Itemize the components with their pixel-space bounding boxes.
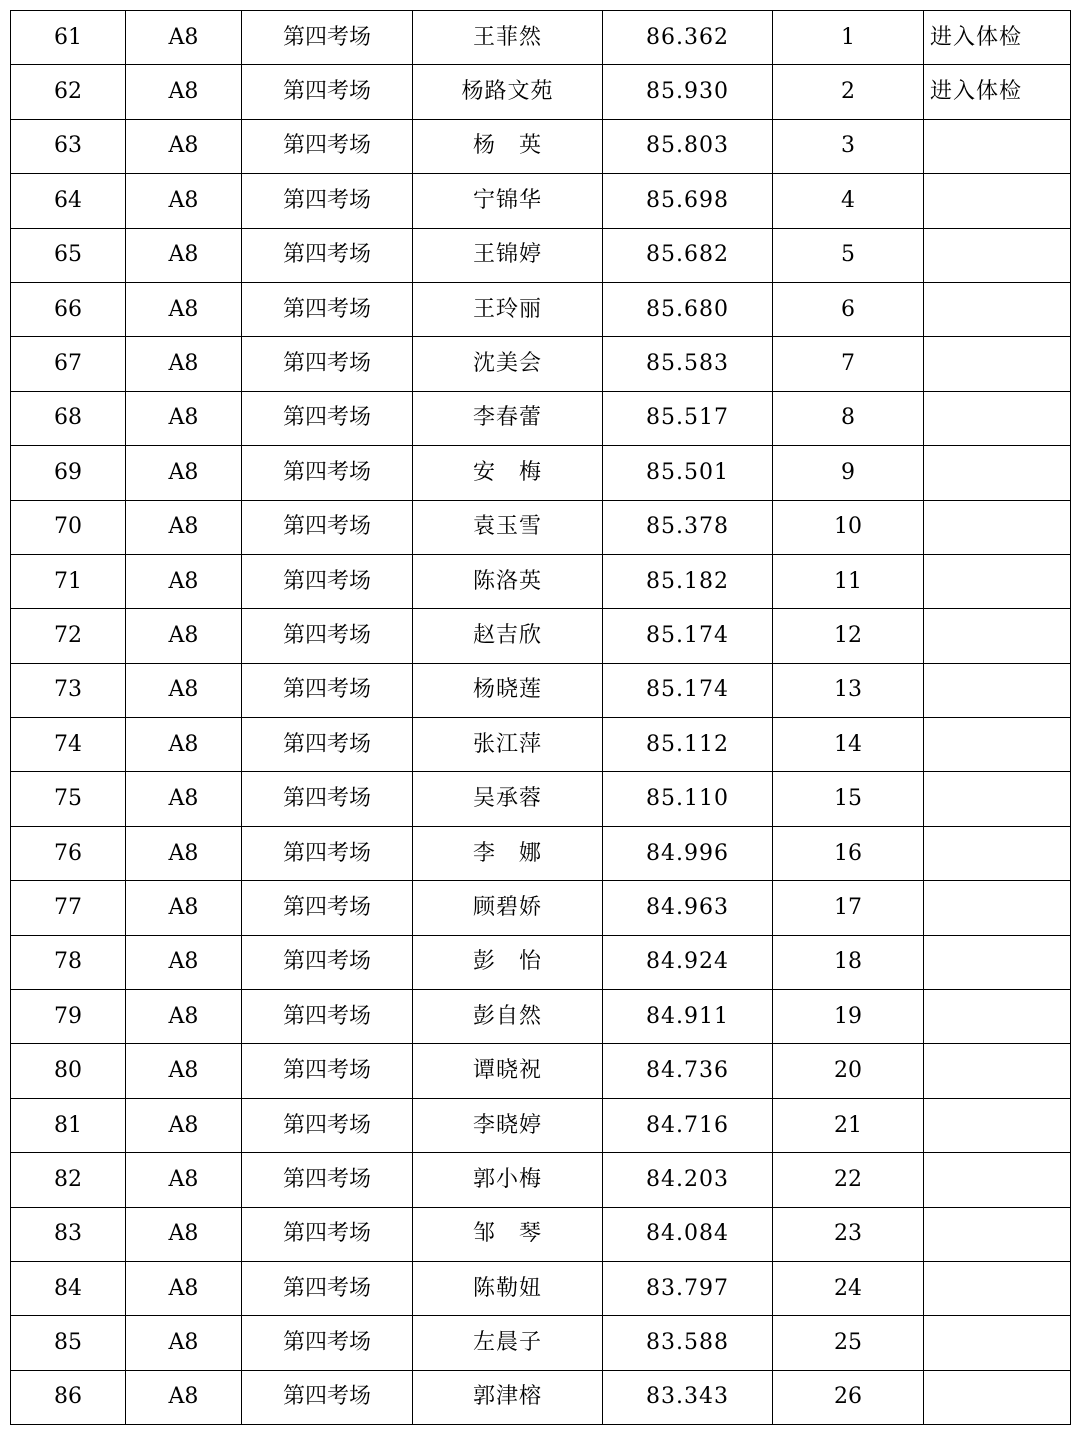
table-row — [11, 228, 1071, 282]
rank-cell: 13 — [773, 663, 924, 717]
rank-cell: 20 — [773, 1044, 924, 1098]
remark-cell — [924, 391, 1071, 445]
sequence-cell: 72 — [11, 609, 126, 663]
rank-cell: 3 — [773, 119, 924, 173]
position-code-cell: A8 — [126, 663, 242, 717]
rank-cell: 19 — [773, 990, 924, 1044]
position-code-cell: A8 — [126, 609, 242, 663]
table-row — [11, 718, 1071, 772]
position-code-cell: A8 — [126, 1316, 242, 1370]
candidate-name-cell: 杨晓莲 — [413, 663, 603, 717]
candidate-name-cell: 彭 怡 — [413, 935, 603, 989]
sequence-cell: 82 — [11, 1153, 126, 1207]
sequence-cell: 85 — [11, 1316, 126, 1370]
candidate-name-cell: 左晨子 — [413, 1316, 603, 1370]
rank-cell: 24 — [773, 1261, 924, 1315]
candidate-name-cell: 赵吉欣 — [413, 609, 603, 663]
sequence-cell: 73 — [11, 663, 126, 717]
table-row — [11, 990, 1071, 1044]
score-cell: 85.174 — [603, 663, 773, 717]
table-row — [11, 337, 1071, 391]
position-code-cell: A8 — [126, 554, 242, 608]
candidate-name-cell: 杨路文苑 — [413, 65, 603, 119]
results-table — [10, 10, 1071, 1425]
table-row — [11, 119, 1071, 173]
exam-room-cell: 第四考场 — [242, 772, 413, 826]
exam-room-cell: 第四考场 — [242, 1098, 413, 1152]
sequence-cell: 65 — [11, 228, 126, 282]
candidate-name-cell: 邹 琴 — [413, 1207, 603, 1261]
score-cell: 85.378 — [603, 500, 773, 554]
score-cell: 84.911 — [603, 990, 773, 1044]
candidate-name-cell: 安 梅 — [413, 446, 603, 500]
remark-cell: 进入体检 — [924, 11, 1071, 65]
remark-cell — [924, 772, 1071, 826]
candidate-name-cell: 陈洛英 — [413, 554, 603, 608]
remark-cell — [924, 1098, 1071, 1152]
score-cell: 84.736 — [603, 1044, 773, 1098]
remark-cell — [924, 337, 1071, 391]
exam-room-cell: 第四考场 — [242, 554, 413, 608]
score-cell: 83.588 — [603, 1316, 773, 1370]
exam-room-cell: 第四考场 — [242, 1261, 413, 1315]
sequence-cell: 84 — [11, 1261, 126, 1315]
sequence-cell: 81 — [11, 1098, 126, 1152]
score-cell: 85.110 — [603, 772, 773, 826]
sequence-cell: 79 — [11, 990, 126, 1044]
score-cell: 85.803 — [603, 119, 773, 173]
position-code-cell: A8 — [126, 1370, 242, 1424]
rank-cell: 25 — [773, 1316, 924, 1370]
rank-cell: 16 — [773, 826, 924, 880]
results-table-body — [11, 11, 1071, 1425]
table-row — [11, 500, 1071, 554]
rank-cell: 21 — [773, 1098, 924, 1152]
candidate-name-cell: 张江萍 — [413, 718, 603, 772]
candidate-name-cell: 王菲然 — [413, 11, 603, 65]
candidate-name-cell: 陈勒妞 — [413, 1261, 603, 1315]
sequence-cell: 74 — [11, 718, 126, 772]
remark-cell — [924, 663, 1071, 717]
score-cell: 85.682 — [603, 228, 773, 282]
table-row — [11, 282, 1071, 336]
position-code-cell: A8 — [126, 119, 242, 173]
position-code-cell: A8 — [126, 772, 242, 826]
position-code-cell: A8 — [126, 65, 242, 119]
exam-room-cell: 第四考场 — [242, 500, 413, 554]
table-row — [11, 1261, 1071, 1315]
exam-room-cell: 第四考场 — [242, 1044, 413, 1098]
remark-cell — [924, 228, 1071, 282]
rank-cell: 6 — [773, 282, 924, 336]
candidate-name-cell: 郭津榕 — [413, 1370, 603, 1424]
table-row — [11, 1316, 1071, 1370]
table-row — [11, 772, 1071, 826]
exam-room-cell: 第四考场 — [242, 881, 413, 935]
position-code-cell: A8 — [126, 718, 242, 772]
table-row — [11, 609, 1071, 663]
exam-room-cell: 第四考场 — [242, 11, 413, 65]
position-code-cell: A8 — [126, 1207, 242, 1261]
rank-cell: 14 — [773, 718, 924, 772]
remark-cell — [924, 1153, 1071, 1207]
exam-room-cell: 第四考场 — [242, 609, 413, 663]
candidate-name-cell: 杨 英 — [413, 119, 603, 173]
exam-room-cell: 第四考场 — [242, 663, 413, 717]
sequence-cell: 63 — [11, 119, 126, 173]
score-cell: 84.924 — [603, 935, 773, 989]
sequence-cell: 75 — [11, 772, 126, 826]
score-cell: 84.996 — [603, 826, 773, 880]
remark-cell: 进入体检 — [924, 65, 1071, 119]
exam-room-cell: 第四考场 — [242, 391, 413, 445]
sequence-cell: 77 — [11, 881, 126, 935]
sequence-cell: 69 — [11, 446, 126, 500]
sequence-cell: 64 — [11, 174, 126, 228]
remark-cell — [924, 119, 1071, 173]
table-row — [11, 391, 1071, 445]
rank-cell: 1 — [773, 11, 924, 65]
rank-cell: 23 — [773, 1207, 924, 1261]
rank-cell: 22 — [773, 1153, 924, 1207]
score-cell: 83.797 — [603, 1261, 773, 1315]
candidate-name-cell: 王玲丽 — [413, 282, 603, 336]
rank-cell: 10 — [773, 500, 924, 554]
candidate-name-cell: 吴承蓉 — [413, 772, 603, 826]
remark-cell — [924, 174, 1071, 228]
remark-cell — [924, 1370, 1071, 1424]
rank-cell: 4 — [773, 174, 924, 228]
exam-room-cell: 第四考场 — [242, 282, 413, 336]
candidate-name-cell: 沈美会 — [413, 337, 603, 391]
sequence-cell: 70 — [11, 500, 126, 554]
sequence-cell: 78 — [11, 935, 126, 989]
exam-room-cell: 第四考场 — [242, 826, 413, 880]
candidate-name-cell: 袁玉雪 — [413, 500, 603, 554]
position-code-cell: A8 — [126, 990, 242, 1044]
score-cell: 85.698 — [603, 174, 773, 228]
position-code-cell: A8 — [126, 1153, 242, 1207]
exam-room-cell: 第四考场 — [242, 337, 413, 391]
score-cell: 84.084 — [603, 1207, 773, 1261]
position-code-cell: A8 — [126, 11, 242, 65]
rank-cell: 17 — [773, 881, 924, 935]
position-code-cell: A8 — [126, 1044, 242, 1098]
table-row — [11, 1153, 1071, 1207]
candidate-name-cell: 谭晓祝 — [413, 1044, 603, 1098]
exam-room-cell: 第四考场 — [242, 718, 413, 772]
remark-cell — [924, 554, 1071, 608]
score-cell: 85.182 — [603, 554, 773, 608]
position-code-cell: A8 — [126, 935, 242, 989]
position-code-cell: A8 — [126, 1261, 242, 1315]
score-cell: 85.112 — [603, 718, 773, 772]
exam-room-cell: 第四考场 — [242, 1207, 413, 1261]
position-code-cell: A8 — [126, 337, 242, 391]
candidate-name-cell: 顾碧娇 — [413, 881, 603, 935]
candidate-name-cell: 李 娜 — [413, 826, 603, 880]
exam-room-cell: 第四考场 — [242, 1370, 413, 1424]
exam-room-cell: 第四考场 — [242, 1153, 413, 1207]
rank-cell: 8 — [773, 391, 924, 445]
sequence-cell: 86 — [11, 1370, 126, 1424]
candidate-name-cell: 李春蕾 — [413, 391, 603, 445]
rank-cell: 12 — [773, 609, 924, 663]
rank-cell: 5 — [773, 228, 924, 282]
remark-cell — [924, 500, 1071, 554]
rank-cell: 18 — [773, 935, 924, 989]
table-row — [11, 11, 1071, 65]
sequence-cell: 76 — [11, 826, 126, 880]
table-row — [11, 1370, 1071, 1424]
remark-cell — [924, 446, 1071, 500]
score-cell: 83.343 — [603, 1370, 773, 1424]
score-cell: 84.203 — [603, 1153, 773, 1207]
candidate-name-cell: 宁锦华 — [413, 174, 603, 228]
exam-room-cell: 第四考场 — [242, 1316, 413, 1370]
position-code-cell: A8 — [126, 446, 242, 500]
exam-room-cell: 第四考场 — [242, 446, 413, 500]
table-row — [11, 446, 1071, 500]
sequence-cell: 62 — [11, 65, 126, 119]
table-row — [11, 826, 1071, 880]
sequence-cell: 66 — [11, 282, 126, 336]
remark-cell — [924, 1261, 1071, 1315]
score-cell: 84.963 — [603, 881, 773, 935]
position-code-cell: A8 — [126, 881, 242, 935]
remark-cell — [924, 990, 1071, 1044]
table-row — [11, 881, 1071, 935]
position-code-cell: A8 — [126, 228, 242, 282]
score-cell: 85.930 — [603, 65, 773, 119]
position-code-cell: A8 — [126, 500, 242, 554]
exam-room-cell: 第四考场 — [242, 65, 413, 119]
position-code-cell: A8 — [126, 391, 242, 445]
sequence-cell: 67 — [11, 337, 126, 391]
remark-cell — [924, 718, 1071, 772]
exam-room-cell: 第四考场 — [242, 228, 413, 282]
sequence-cell: 80 — [11, 1044, 126, 1098]
rank-cell: 7 — [773, 337, 924, 391]
table-row — [11, 65, 1071, 119]
score-cell: 85.501 — [603, 446, 773, 500]
rank-cell: 11 — [773, 554, 924, 608]
table-row — [11, 1098, 1071, 1152]
table-row — [11, 554, 1071, 608]
score-cell: 86.362 — [603, 11, 773, 65]
position-code-cell: A8 — [126, 174, 242, 228]
table-row — [11, 663, 1071, 717]
exam-room-cell: 第四考场 — [242, 990, 413, 1044]
table-row — [11, 935, 1071, 989]
document-sheet — [10, 10, 1071, 1425]
exam-room-cell: 第四考场 — [242, 119, 413, 173]
exam-room-cell: 第四考场 — [242, 174, 413, 228]
remark-cell — [924, 881, 1071, 935]
candidate-name-cell: 王锦婷 — [413, 228, 603, 282]
rank-cell: 15 — [773, 772, 924, 826]
remark-cell — [924, 1316, 1071, 1370]
score-cell: 84.716 — [603, 1098, 773, 1152]
remark-cell — [924, 609, 1071, 663]
score-cell: 85.680 — [603, 282, 773, 336]
table-row — [11, 174, 1071, 228]
table-row — [11, 1044, 1071, 1098]
table-row — [11, 1207, 1071, 1261]
remark-cell — [924, 935, 1071, 989]
rank-cell: 2 — [773, 65, 924, 119]
position-code-cell: A8 — [126, 282, 242, 336]
position-code-cell: A8 — [126, 1098, 242, 1152]
remark-cell — [924, 282, 1071, 336]
exam-room-cell: 第四考场 — [242, 935, 413, 989]
sequence-cell: 83 — [11, 1207, 126, 1261]
remark-cell — [924, 1207, 1071, 1261]
sequence-cell: 61 — [11, 11, 126, 65]
sequence-cell: 68 — [11, 391, 126, 445]
score-cell: 85.174 — [603, 609, 773, 663]
rank-cell: 26 — [773, 1370, 924, 1424]
remark-cell — [924, 1044, 1071, 1098]
candidate-name-cell: 李晓婷 — [413, 1098, 603, 1152]
position-code-cell: A8 — [126, 826, 242, 880]
candidate-name-cell: 彭自然 — [413, 990, 603, 1044]
rank-cell: 9 — [773, 446, 924, 500]
candidate-name-cell: 郭小梅 — [413, 1153, 603, 1207]
score-cell: 85.583 — [603, 337, 773, 391]
score-cell: 85.517 — [603, 391, 773, 445]
sequence-cell: 71 — [11, 554, 126, 608]
remark-cell — [924, 826, 1071, 880]
